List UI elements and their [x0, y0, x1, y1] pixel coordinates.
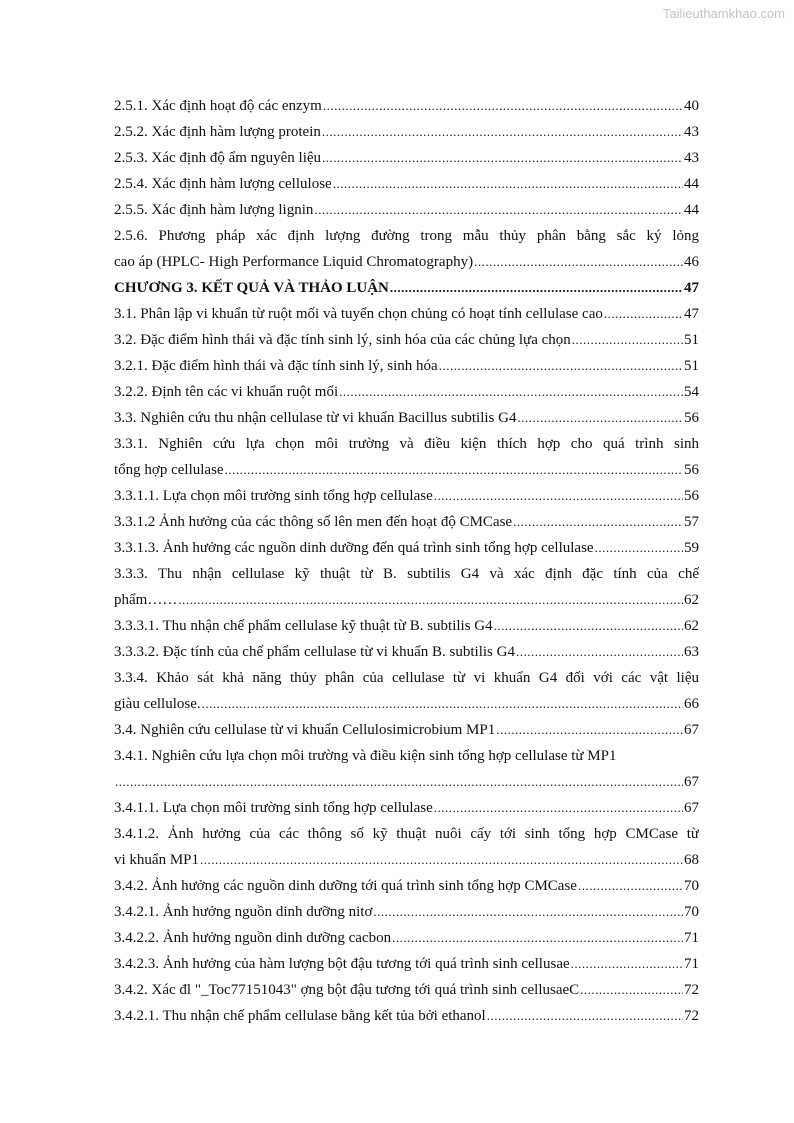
toc-entry-title: 2.5.1. Xác định hoạt độ các enzym [114, 98, 322, 114]
toc-page-number: 71 [684, 956, 699, 972]
dot-leader [392, 925, 683, 951]
toc-entry-title: 3.3.3.1. Thu nhận chế phẩm cellulase kỹ thuật từ B. subtilis G4 [114, 618, 493, 634]
dot-leader [578, 873, 683, 899]
toc-entry-title: 3.4.1.1. Lựa chọn môi trường sinh tổng hợp cellulase [114, 800, 433, 816]
toc-page-number: 70 [684, 878, 699, 894]
toc-entry[interactable] [114, 795, 699, 821]
toc-page-number: 43 [684, 124, 699, 140]
toc-entry[interactable] [114, 405, 699, 431]
dot-leader [322, 119, 683, 145]
dot-leader [322, 145, 683, 171]
toc-page-number: 70 [684, 904, 699, 920]
dot-leader [314, 197, 683, 223]
toc-entry[interactable] [114, 847, 699, 873]
toc-entry[interactable] [114, 639, 699, 665]
toc-page-number: 54 [684, 384, 699, 400]
dot-leader [323, 93, 683, 119]
toc-page-number: 62 [684, 618, 699, 634]
dot-leader [373, 899, 683, 925]
toc-entry-first-line: 3.3.3. Thu nhận cellulase kỹ thuật từ B. subtilis G4 và xác định đặc tính của chế [114, 566, 699, 582]
toc-page-number: 51 [684, 332, 699, 348]
toc-page-number: 67 [684, 722, 699, 738]
dot-leader [595, 535, 683, 561]
dot-leader [474, 249, 683, 275]
toc-page-number: 44 [684, 202, 699, 218]
toc-entry[interactable] [114, 197, 699, 223]
dot-leader [494, 613, 683, 639]
toc-entry[interactable] [114, 1003, 699, 1029]
toc-entry-title: vi khuẩn MP1 [114, 852, 200, 868]
toc-entry-title: CHƯƠNG 3. KẾT QUẢ VÀ THẢO LUẬN [114, 280, 389, 296]
toc-page-number: 47 [684, 306, 699, 322]
toc-entry[interactable] [114, 873, 699, 899]
toc-entry-title: 3.4.2.1. Ảnh hưởng nguồn dinh dưỡng nitơ [114, 904, 373, 920]
dot-leader [333, 171, 683, 197]
toc-page-number: 67 [684, 774, 699, 790]
toc-entry-first-line: 2.5.6. Phương pháp xác định lượng đường trong mẫu thủy phân bằng sắc ký lỏng [114, 228, 699, 244]
toc-entry[interactable] [114, 301, 699, 327]
toc-entry[interactable] [114, 275, 699, 301]
toc-page-number: 43 [684, 150, 699, 166]
toc-entry-title: 3.2.1. Đặc điểm hình thái và đặc tính sinh lý, sinh hóa [114, 358, 438, 374]
toc-entry[interactable] [114, 327, 699, 353]
dot-leader [178, 587, 683, 613]
toc-entry[interactable] [114, 93, 699, 119]
toc-entry-title: 2.5.4. Xác định hàm lượng cellulose [114, 176, 332, 192]
toc-entry-title: 3.4. Nghiên cứu cellulase từ vi khuẩn Cellulosimicrobium MP1 [114, 722, 496, 738]
toc-entry[interactable] [114, 353, 699, 379]
dot-leader [571, 951, 683, 977]
toc-page-number: 51 [684, 358, 699, 374]
toc-entry-title: 3.3.1.2 Ảnh hưởng của các thông số lên men đến hoạt độ CMCase [114, 514, 513, 530]
toc-entry-title: 3.4.2.3. Ảnh hưởng của hàm lượng bột đậu tương tới quá trình sinh cellusae [114, 956, 570, 972]
toc-entry-title: 3.2. Đặc điểm hình thái và đặc tính sinh lý, sinh hóa của các chủng lựa chọn [114, 332, 571, 348]
toc-entry[interactable] [114, 717, 699, 743]
toc-entry-first-line: 3.3.4. Khảo sát khả năng thủy phân của cellulase từ vi khuẩn G4 đối với các vật liệu [114, 670, 699, 686]
toc-page-number: 40 [684, 98, 699, 114]
dot-leader [439, 353, 683, 379]
toc-entry[interactable] [114, 509, 699, 535]
toc-page-number: 44 [684, 176, 699, 192]
toc-entry[interactable] [114, 249, 699, 275]
toc-entry-title: 3.4.2. Ảnh hưởng các nguồn dinh dưỡng tới quá trình sinh tổng hợp CMCase [114, 878, 577, 894]
toc-page-number: 68 [684, 852, 699, 868]
toc-entry-first-line: 3.3.1. Nghiên cứu lựa chọn môi trường và điều kiện thích hợp cho quá trình sinh [114, 436, 699, 452]
dot-leader [339, 379, 683, 405]
toc-entry[interactable] [114, 145, 699, 171]
toc-entry[interactable] [114, 613, 699, 639]
toc-page-number: 56 [684, 462, 699, 478]
toc-page-number: 59 [684, 540, 699, 556]
toc-entry-title: 3.1. Phân lập vi khuẩn từ ruột mối và tuyển chọn chủng có hoạt tính cellulase cao [114, 306, 603, 322]
dot-leader [580, 977, 683, 1003]
dot-leader [572, 327, 683, 353]
toc-entry-title: tổng hợp cellulase [114, 462, 224, 478]
dot-leader [202, 691, 683, 717]
toc-page-number: 63 [684, 644, 699, 660]
toc-entry[interactable] [114, 587, 699, 613]
dot-leader [434, 483, 683, 509]
toc-entry-title: 3.3. Nghiên cứu thu nhận cellulase từ vi khuẩn Bacillus subtilis G4 [114, 410, 517, 426]
toc-entry-title: 2.5.2. Xác định hàm lượng protein [114, 124, 321, 140]
toc-page-number: 46 [684, 254, 699, 270]
toc-entry[interactable] [114, 899, 699, 925]
dot-leader [513, 509, 683, 535]
toc-entry-first-line: 3.4.1.2. Ảnh hưởng của các thông số kỹ thuật nuôi cấy tới sinh tổng hợp CMCase từ [114, 826, 699, 842]
toc-entry-title: 3.2.2. Định tên các vi khuẩn ruột mối [114, 384, 339, 400]
toc-entry[interactable] [114, 951, 699, 977]
toc-page-number: 66 [684, 696, 699, 712]
toc-page-number: 62 [684, 592, 699, 608]
toc-page-number: 72 [684, 1008, 699, 1024]
dot-leader [200, 847, 683, 873]
toc-entry-title: 3.4.2. Xác đl "_Toc77151043" ợng bột đậu tương tới quá trình sinh cellusaeC [114, 982, 580, 998]
toc-entry[interactable] [114, 171, 699, 197]
toc-entry[interactable] [114, 119, 699, 145]
toc-page-number: 71 [684, 930, 699, 946]
toc-page-number: 57 [684, 514, 699, 530]
toc-entry[interactable] [114, 977, 699, 1003]
toc-entry-title: giàu cellulose. [114, 696, 201, 712]
dot-leader [516, 639, 683, 665]
toc-entry-title: 3.3.1.3. Ảnh hưởng các nguồn dinh dưỡng đến quá trình sinh tổng hợp cellulase [114, 540, 594, 556]
dot-leader [496, 717, 683, 743]
dot-leader [517, 405, 683, 431]
toc-entry[interactable] [114, 483, 699, 509]
table-of-contents [114, 93, 699, 1029]
toc-entry-title: 3.3.1.1. Lựa chọn môi trường sinh tổng hợp cellulase [114, 488, 433, 504]
toc-entry-title: 3.4.2.2. Ảnh hưởng nguồn dinh dưỡng cacbon [114, 930, 392, 946]
toc-entry[interactable] [114, 535, 699, 561]
toc-entry[interactable] [114, 769, 699, 795]
toc-page-number: 56 [684, 488, 699, 504]
toc-entry[interactable] [114, 925, 699, 951]
toc-entry-first-line: 3.4.1. Nghiên cứu lựa chọn môi trường và điều kiện sinh tổng hợp cellulase từ MP1 [114, 748, 617, 764]
toc-page-number: 47 [684, 280, 699, 296]
toc-entry-title: phẩm…… [114, 592, 178, 608]
dot-leader [487, 1003, 683, 1029]
dot-leader [434, 795, 683, 821]
toc-entry-title: 2.5.3. Xác định độ ẩm nguyên liệu [114, 150, 322, 166]
toc-entry-title: 2.5.5. Xác định hàm lượng lignin [114, 202, 314, 218]
toc-page-number: 72 [684, 982, 699, 998]
toc-page-number: 56 [684, 410, 699, 426]
dot-leader [115, 769, 683, 795]
toc-entry[interactable] [114, 457, 699, 483]
toc-entry-title: cao áp (HPLC- High Performance Liquid Chromatography) [114, 254, 474, 270]
dot-leader [225, 457, 683, 483]
toc-entry[interactable] [114, 379, 699, 405]
toc-entry-title: 3.4.2.1. Thu nhận chế phẩm cellulase bằng kết tủa bởi ethanol [114, 1008, 486, 1024]
toc-entry-title: 3.3.3.2. Đặc tính của chế phẩm cellulase từ vi khuẩn B. subtilis G4 [114, 644, 515, 660]
dot-leader [390, 275, 683, 301]
toc-entry[interactable] [114, 691, 699, 717]
dot-leader [604, 301, 683, 327]
watermark: Tailieuthamkhao.com [662, 6, 785, 21]
toc-page-number: 67 [684, 800, 699, 816]
